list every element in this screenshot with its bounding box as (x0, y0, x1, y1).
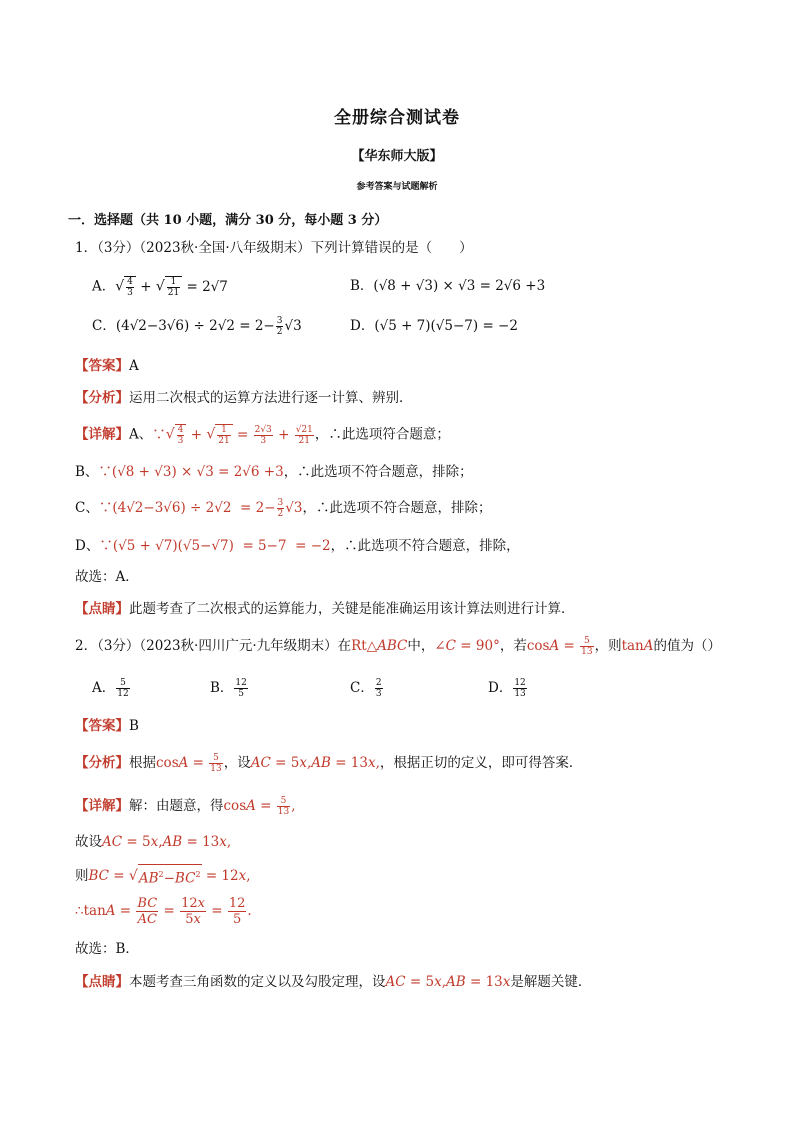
q2-analysis (75, 753, 582, 774)
detail-tag: 【详解】 (75, 798, 129, 814)
q1-choose: 故选：A． (75, 569, 139, 585)
option-letter: B． (350, 278, 374, 294)
option-letter: D． (488, 680, 513, 696)
page-subtitle: 参考答案与试题解析 (356, 182, 438, 192)
answer-value: A (129, 358, 139, 374)
q2-comment (75, 972, 591, 992)
detail-tag: 【详解】 (75, 426, 129, 443)
detail-prefix: A、 (129, 426, 153, 443)
q2-analysis-sides: AC = 5x,AB = 13x, (250, 755, 380, 771)
detail-suffix: ，∴此选项符合题意； (314, 426, 450, 443)
section-heading: 一．选择题（共 10 小题，满分 30 分，每小题 3 分） (68, 213, 388, 228)
fraction-num: 12 (514, 678, 526, 688)
option-letter: A． (92, 680, 116, 696)
fraction-den: 12 (117, 689, 129, 699)
q1-option-c-expr: (4√2−3√6) ÷ 2√2 = 2− $\frac{3}{2}$ √3 (115, 316, 302, 337)
q2-detail-cos: cosA = $\frac{5}{13}$ , (223, 796, 296, 817)
q2-detail-bc-expr: BC = $√AB^2-BC^2 = 12x$, (89, 868, 251, 884)
comment-text: 此题考查了二次根式的运算能力，关键是能准确运用该计算法则进行计算． (129, 601, 575, 617)
detail-suffix: ，∴此选项不符合题意，排除； (302, 500, 492, 516)
q2-stem (75, 636, 721, 657)
q2-stem-triangle: Rt△ABC (351, 638, 408, 654)
q1-detail-c-expr: ∵(4√2−3√6) ÷ 2√2 = 2− $\frac{3}{2}$ √3 (98, 498, 303, 519)
answer-tag: 【答案】 (75, 358, 129, 374)
analysis-text: 运用二次根式的运算方法进行逐一计算、辨别． (129, 390, 413, 406)
detail-suffix: ，∴此选项不符合题意，排除， (330, 538, 520, 554)
q1-detail-b-expr: ∵(√8 + √3) × √3 = 2√6 +3 (98, 464, 284, 480)
q1-analysis (75, 388, 413, 408)
stem-text: 中， (407, 638, 435, 654)
q2-option-d (488, 678, 528, 699)
q2-detail-tan-expr: ∴tanA = $\frac{BC}{AC}$ = $\frac{12x}{5x}$ = $\frac{12}{5}$ . (75, 896, 252, 927)
q1-detail-b (75, 462, 473, 482)
stem-text: 的值为（） (653, 638, 721, 654)
q1-detail-c (75, 498, 491, 519)
q2-stem-angle: ∠C = 90° (434, 638, 500, 654)
analysis-text: ，根据正切的定义，即可得答案． (379, 755, 583, 771)
q2-comment-expr: AC = 5x,AB = 13x (385, 974, 511, 990)
q1-detail-a (75, 424, 450, 446)
fraction-num: 5 (116, 678, 129, 689)
detail-text: 解：由题意，得 (129, 798, 224, 814)
option-fraction (375, 678, 383, 699)
q1-option-d-expr: (√5 + 7)(√5−7) = −2 (374, 318, 518, 334)
q1-detail-d (75, 536, 520, 556)
comment-text: 本题考查三角函数的定义以及勾股定理，设 (129, 974, 386, 990)
q1-stem: 1．（3分）（2023秋·全国·八年级期末）下列计算错误的是（ ） (75, 240, 473, 256)
comment-text: 是解题关键． (510, 974, 592, 990)
stem-prefix: 2．（3分）（2023秋·四川广元·九年级期末）在 (75, 638, 352, 654)
q2-option-a (92, 678, 131, 699)
fraction-den: 13 (514, 689, 526, 699)
q1-option-b (350, 276, 545, 296)
q2-stem-tan: tanA (621, 638, 654, 654)
q2-option-b (210, 678, 249, 699)
q2-detail-first (75, 796, 296, 817)
fraction-num: 2 (375, 678, 382, 688)
fraction-num: 12 (235, 678, 247, 688)
stem-text: ，则 (594, 638, 622, 654)
q2-detail-set-expr: AC = 5x,AB = 13x, (102, 834, 232, 850)
option-letter: C． (92, 318, 116, 334)
option-fraction (234, 678, 247, 699)
q2-stem-cos: cosA = $\frac{5}{13}$ (526, 636, 593, 657)
option-letter: C． (350, 680, 374, 696)
option-fraction (116, 678, 129, 699)
comment-tag: 【点睛】 (75, 974, 129, 990)
answer-tag: 【答案】 (75, 718, 129, 734)
q1-option-a (92, 276, 228, 298)
answer-value: B (129, 718, 139, 734)
page-title: 全册综合测试卷 (334, 108, 460, 128)
q1-option-a-expr: √ $\frac{4}{3}$ + √ $\frac{1}{21}$ = 2√7 (115, 277, 228, 298)
detail-text: 则 (75, 867, 89, 884)
option-letter: D． (350, 318, 375, 334)
q2-detail-tan (75, 896, 252, 927)
q1-option-b-expr: (√8 + √3) × √3 = 2√6 +3 (373, 278, 546, 294)
fraction-den: 3 (375, 689, 382, 699)
analysis-text: ，设 (223, 755, 251, 771)
detail-suffix: ，∴此选项不符合题意，排除； (283, 464, 473, 480)
stem-text: ，若 (499, 638, 527, 654)
q1-detail-d-expr: ∵(√5 + √7)(√5−√7) = 5−7 = −2 (99, 538, 331, 554)
detail-text: 故设 (75, 834, 102, 850)
q2-detail-set (75, 832, 231, 852)
option-letter: A． (92, 278, 116, 295)
q2-answer (75, 716, 139, 736)
q1-option-c (92, 316, 302, 337)
q1-comment (75, 599, 575, 619)
q2-choose: 故选：B． (75, 941, 139, 957)
q1-answer (75, 356, 139, 376)
q1-detail-a-expr: ∵√ $\frac{4}{3}$ + √ $\frac{1}{21}$ = $\frac{2√3}{3}$ + $\frac{√21}{21}$ (152, 424, 313, 446)
detail-prefix: D、 (75, 538, 100, 554)
fraction-den: 5 (238, 689, 245, 699)
q2-option-c (350, 678, 384, 699)
analysis-text: 根据 (129, 755, 156, 771)
detail-prefix: B、 (75, 464, 99, 480)
option-letter: B． (210, 680, 234, 696)
comment-tag: 【点睛】 (75, 601, 129, 617)
analysis-tag: 【分析】 (75, 755, 129, 771)
q1-option-d (350, 316, 518, 336)
analysis-tag: 【分析】 (75, 390, 129, 406)
q2-detail-then (75, 864, 251, 889)
detail-prefix: C、 (75, 500, 99, 516)
q2-analysis-cos: cosA = $\frac{5}{13}$ (156, 753, 222, 774)
edition-label: 【华东师大版】 (351, 149, 443, 164)
option-fraction (513, 678, 526, 699)
